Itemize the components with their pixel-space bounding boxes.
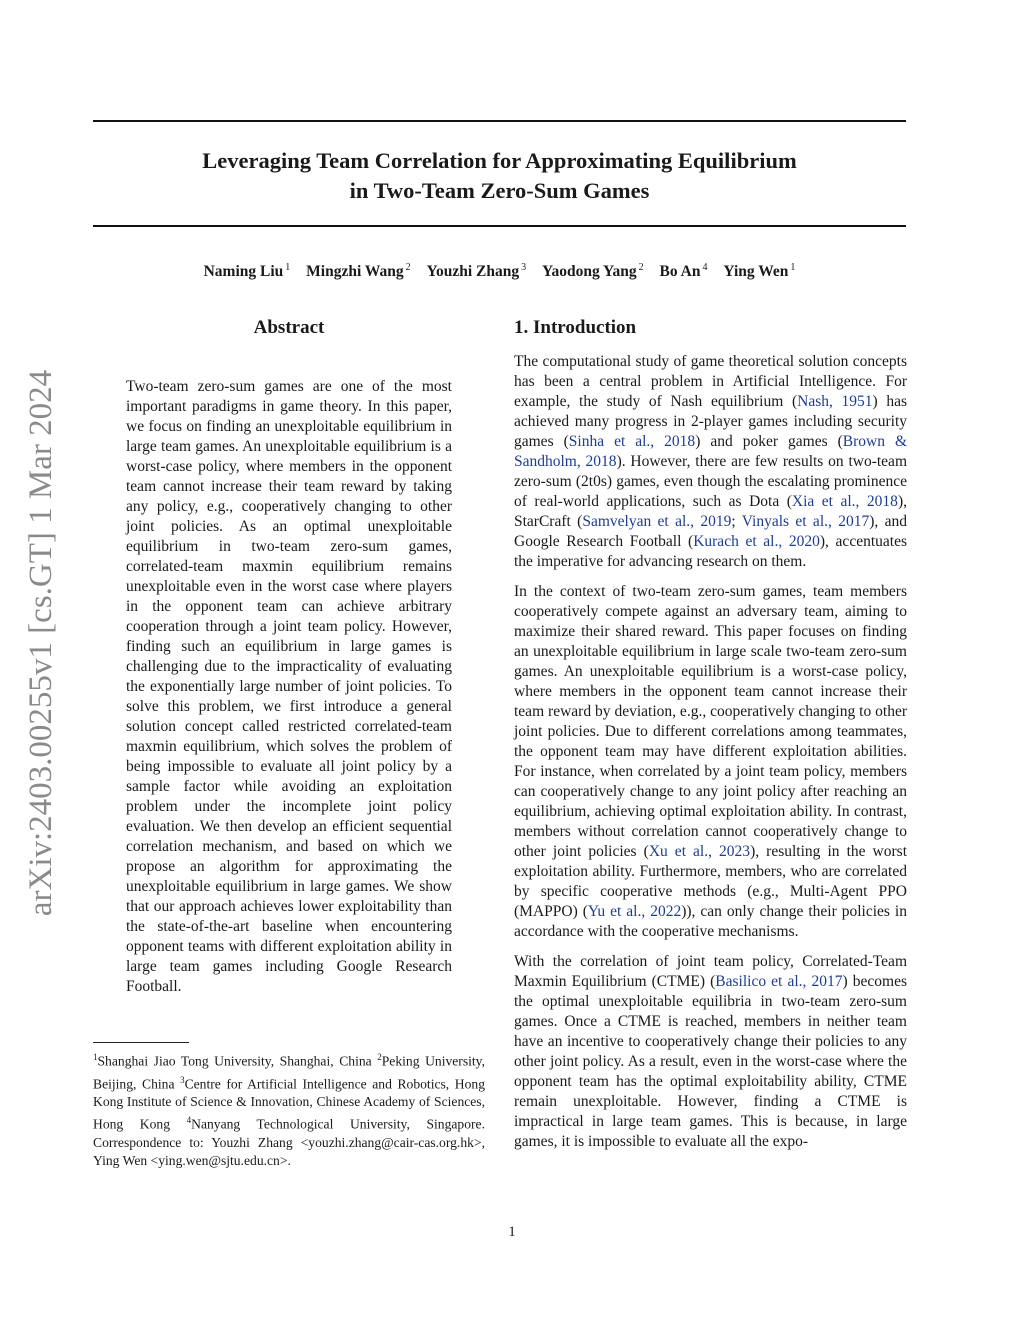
author: Yaodong Yang $^2$ (542, 262, 644, 281)
title-top-rule (93, 120, 906, 122)
citation-link[interactable]: Kurach et al., 2020 (693, 533, 820, 550)
author: Ying Wen $^1$ (723, 262, 796, 281)
paper-title (93, 146, 906, 206)
author: Naming Liu $^1$ (203, 262, 291, 281)
citation-link[interactable]: Vinyals et al., 2017 (741, 513, 870, 530)
affiliation-footnote: $^1$Shanghai Jiao Tong University, Shanghai, China $^2$Peking University, Beijing, China $^3$Centre for Artificial Intelligence and Robotics, Hong Kong Institute of Science & Innovation, Chinese Academy of Sciences, Hong Kong $^4$Nanyang Technological University, Singapore. Correspondence to: Youzhi Zhang <youzhi.zhang@cair-cas.org.hk>, Ying Wen <ying.wen@sjtu.edu.cn>. (93, 1052, 485, 1168)
title-line-1: Leveraging Team Correlation for Approximating Equilibrium (202, 148, 797, 173)
citation-link[interactable]: Xia et al., 2018 (791, 493, 898, 510)
abstract-body: Two-team zero-sum games are one of the most important paradigms in game theory. In this paper, we focus on finding an unexploitable equilibrium in large team games. An unexploitable equilibrium is a worst-case policy, where members in the opponent team cannot increase their team reward by taking any policy, e.g., cooperatively changing to other joint policies. As an optimal unexploitable equilibrium in two-team zero-sum games, correlated-team maxmin equilibrium remains unexploitable even in the worst case where players in the opponent team can achieve arbitrary cooperation through a joint team policy. However, finding such an equilibrium in large games is challenging due to the impracticality of evaluating the exponentially large number of joint policies. To solve this problem, we first introduce a general solution concept called restricted correlated-team maxmin equilibrium, which solves the problem of being impossible to evaluate all joint policy by a sample factor while avoiding an exploitation problem under the incomplete joint policy evaluation. We then develop an efficient sequential correlation mechanism, and based on which we propose an algorithm for approximating the unexploitable equilibrium in large games. We show that our approach achieves lower exploitability than the state-of-the-art baseline when encountering opponent teams with different exploitation ability in large team games including Google Research Football. (126, 378, 452, 995)
intro-paragraph-1: The computational study of game theoretical solution concepts has been a central problem in Artificial Intelligence. For example, the study of Nash equilibrium (Nash, 1951) has achieved many progress in 2-player games including security games (Sinha et al., 2018) and poker games (Brown & Sandholm, 2018). However, there are few results on two-team zero-sum (2t0s) games, even though the escalating prominence of real-world applications, such as Dota (Xia et al., 2018), StarCraft (Samvelyan et al., 2019; Vinyals et al., 2017), and Google Research Football (Kurach et al., 2020), accentuates the imperative for advancing research on them. (514, 353, 908, 570)
intro-paragraph-3: With the correlation of joint team policy, Correlated-Team Maxmin Equilibrium (CTME) (Basilico et al., 2017) becomes the optimal unexploitable equilibria in two-team zero-sum games. Once a CTME is reached, members in neither team have an incentive to cooperatively change their policies to any other joint policy. As a result, even in the worst-case where the opponent team has the optimal exploitability ability, CTME remain unexploitable. However, finding a CTME is impractical in large team games. This is because, in large games, it is impossible to evaluate all the expo- (514, 953, 908, 1150)
citation-link[interactable]: Nash, 1951 (797, 393, 873, 410)
footnote-rule (93, 1042, 189, 1043)
introduction-heading: 1. Introduction (514, 317, 637, 338)
author: Mingzhi Wang $^2$ (306, 262, 411, 281)
intro-paragraph-2: In the context of two-team zero-sum games, team members cooperatively compete against an adversary team, aiming to maximize their shared reward. This paper focuses on finding an unexploitable equilibrium in large scale two-team zero-sum games. An unexploitable equilibrium is a worst-case policy, where members in the opponent team cannot increase their team reward by deviation, e.g., cooperatively changing to other joint policies. Due to different correlations among teammates, the opponent team may have different exploitation abilities. For instance, when correlated by a joint team policy, members can cooperatively change to any joint policy after reaching an equilibrium, achieving optimal exploitation ability. In contrast, members without correlation cannot cooperatively change to other joint policies (Xu et al., 2023), resulting in the worst exploitation ability. Furthermore, members, who are correlated by specific cooperative methods (e.g., Multi-Agent PPO (MAPPO) (Yu et al., 2022)), can only change their policies in accordance with the cooperative mechanisms. (514, 583, 908, 940)
title-bottom-rule (93, 225, 906, 227)
abstract-heading: Abstract (253, 317, 325, 338)
citation-link[interactable]: Samvelyan et al., 2019 (582, 513, 732, 530)
citation-link[interactable]: Xu et al., 2023 (648, 843, 751, 860)
author-list (93, 262, 906, 281)
author: Bo An $^4$ (659, 262, 708, 281)
citation-link[interactable]: Brown & Sandholm, 2018 (514, 433, 908, 470)
arxiv-identifier: arXiv:2403.00255v1 [cs.GT] 1 Mar 2024 (23, 369, 59, 917)
introduction-body (514, 352, 907, 1162)
citation-link[interactable]: Sinha et al., 2018 (568, 433, 696, 450)
page-number: 1 (508, 1224, 516, 1240)
citation-link[interactable]: Yu et al., 2022 (587, 903, 682, 920)
title-line-2: in Two-Team Zero-Sum Games (349, 178, 650, 203)
citation-link[interactable]: Basilico et al., 2017 (715, 973, 843, 990)
author: Youzhi Zhang $^3$ (426, 262, 527, 281)
